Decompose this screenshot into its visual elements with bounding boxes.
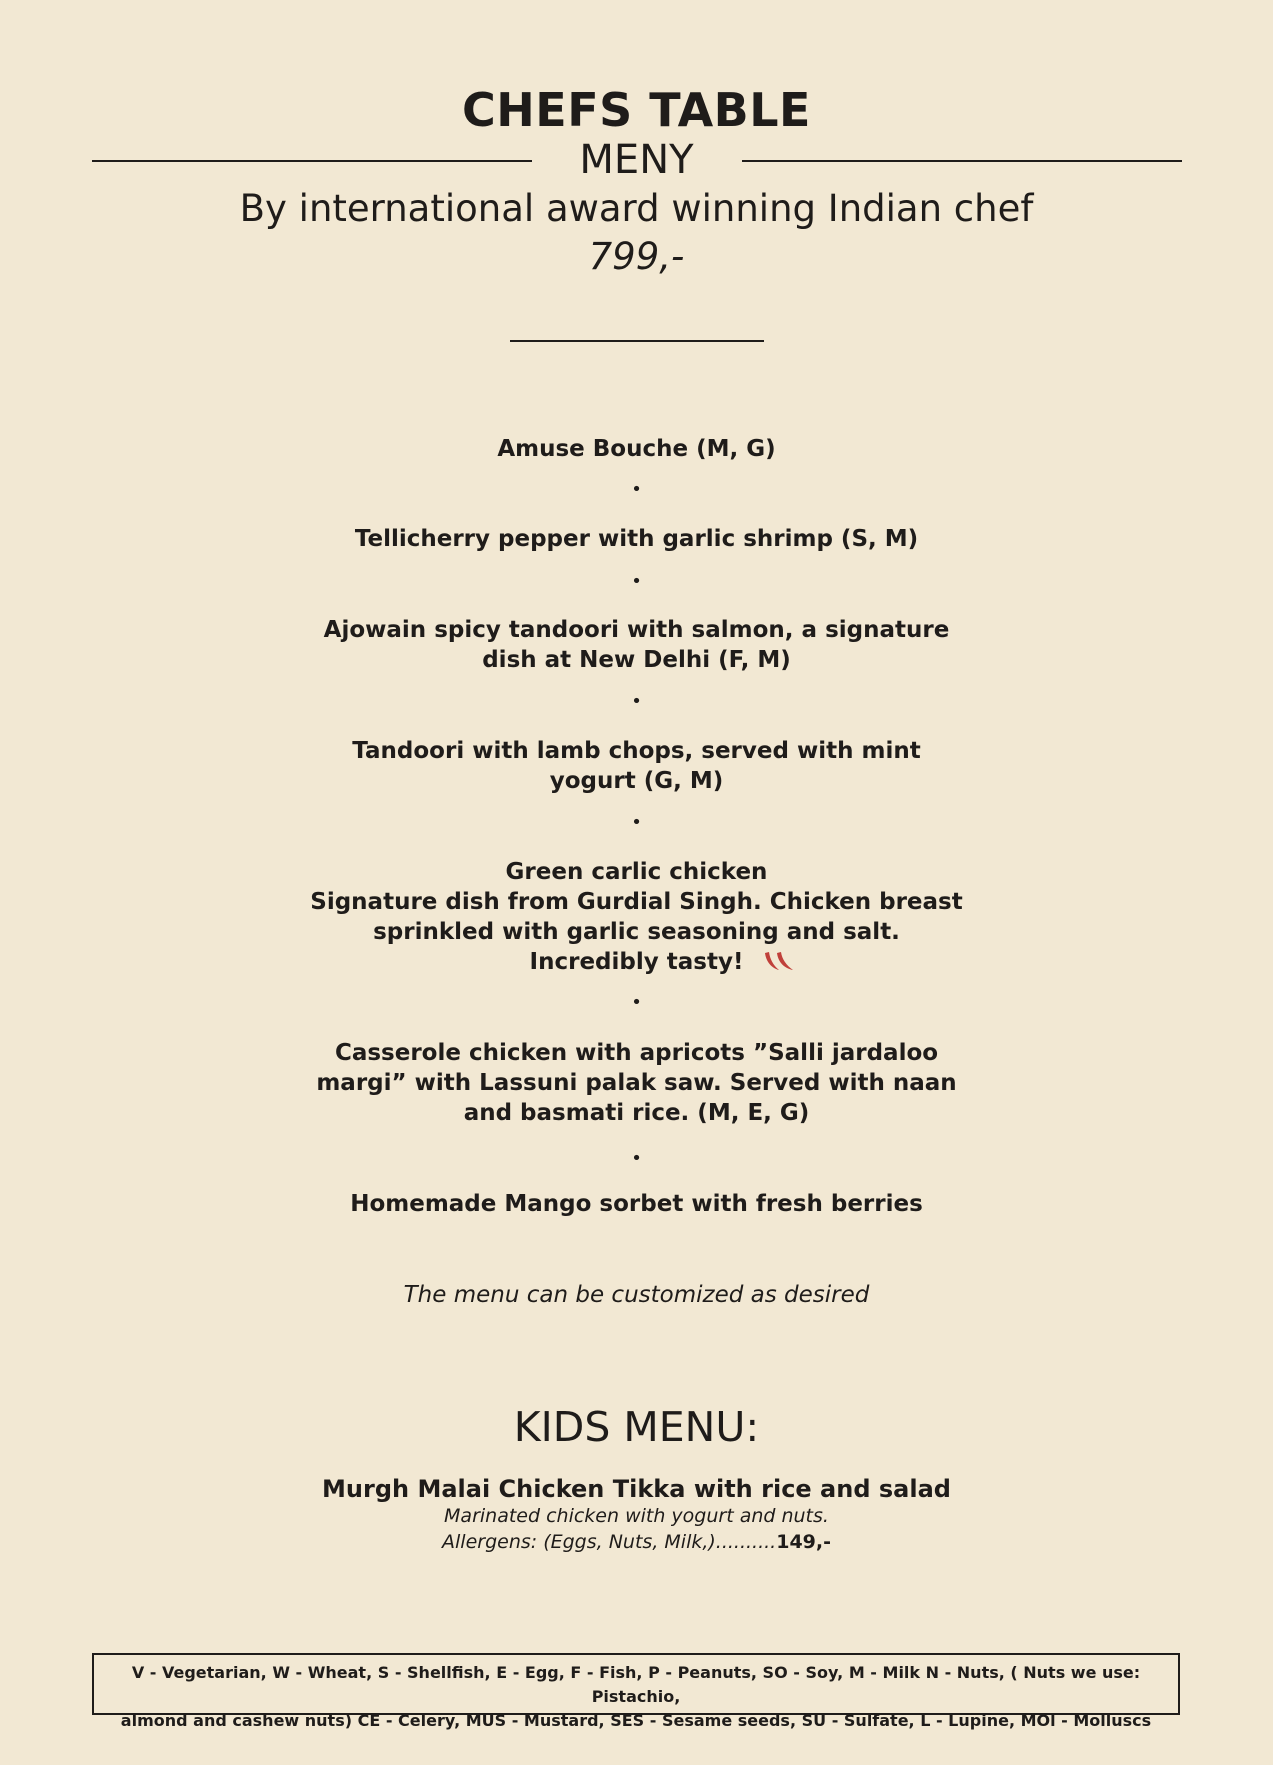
course-separator: • (631, 691, 642, 712)
course-line: yogurt (G, M) (549, 768, 724, 794)
course-line: sprinkled with garlic seasoning and salt. (373, 919, 900, 945)
course-separator: • (631, 992, 642, 1013)
kids-dish-allergens (0, 1529, 1273, 1555)
header-divider (510, 340, 764, 342)
course-line: Homemade Mango sorbet with fresh berries (350, 1191, 923, 1217)
course-6 (0, 1038, 1273, 1128)
course-line: Ajowain spicy tandoori with salmon, a signature (323, 617, 950, 643)
chef-byline: By international award winning Indian chef (239, 187, 1034, 230)
kids-dish-description: Marinated chicken with yogurt and nuts. (444, 1505, 829, 1527)
course-line: margi” with Lassuni palak saw. Served with naan (316, 1070, 957, 1096)
course-2 (0, 524, 1273, 554)
legend-line: V - Vegetarian, W - Wheat, S - Shellfish, E - Egg, F - Fish, P - Peanuts, SO - Soy, M - Milk N - Nuts, ( Nuts we use: Pistachio, (131, 1663, 1141, 1706)
chili-pepper-icon (762, 949, 796, 973)
course-separator: • (631, 479, 642, 500)
course-line: Tandoori with lamb chops, served with mint (352, 738, 921, 764)
page-title: CHEFS TABLE (462, 83, 811, 137)
course-line: and basmati rice. (M, E, G) (463, 1100, 810, 1126)
allergen-legend (92, 1653, 1180, 1730)
course-line: Casserole chicken with apricots ”Salli jardaloo (334, 1040, 939, 1066)
course-3 (0, 615, 1273, 675)
course-line: dish at New Delhi (F, M) (482, 647, 791, 673)
kids-dish-name: Murgh Malai Chicken Tikka with rice and salad (322, 1475, 951, 1503)
course-1 (0, 434, 1273, 464)
page-subtitle: MENY (579, 137, 694, 183)
course-separator: • (631, 812, 642, 833)
kids-dish-price: 149,- (776, 1531, 831, 1553)
course-separator: • (631, 1148, 642, 1169)
kids-menu-heading: KIDS MENU: (513, 1403, 760, 1451)
course-line: Incredibly tasty! (529, 949, 744, 975)
course-line: Green carlic chicken (505, 859, 768, 885)
menu-price: 799,- (588, 235, 685, 278)
course-line: Amuse Bouche (M, G) (497, 436, 776, 462)
course-line: Tellicherry pepper with garlic shrimp (S, M) (354, 526, 919, 552)
legend-line: almond and cashew nuts) CE - Celery, MUS - Mustard, SES - Sesame seeds, SU - Sulfate, L - Lupine, MOl - Molluscs (120, 1711, 1152, 1730)
course-separator: • (631, 571, 642, 592)
menu-note: The menu can be customized as desired (403, 1282, 870, 1308)
kids-allergen-text: Allergens: (Eggs, Nuts, Milk,).......... (442, 1531, 777, 1553)
course-7 (0, 1189, 1273, 1219)
course-4 (0, 736, 1273, 796)
course-line: Signature dish from Gurdial Singh. Chicken breast (310, 889, 963, 915)
course-5 (0, 857, 1273, 977)
